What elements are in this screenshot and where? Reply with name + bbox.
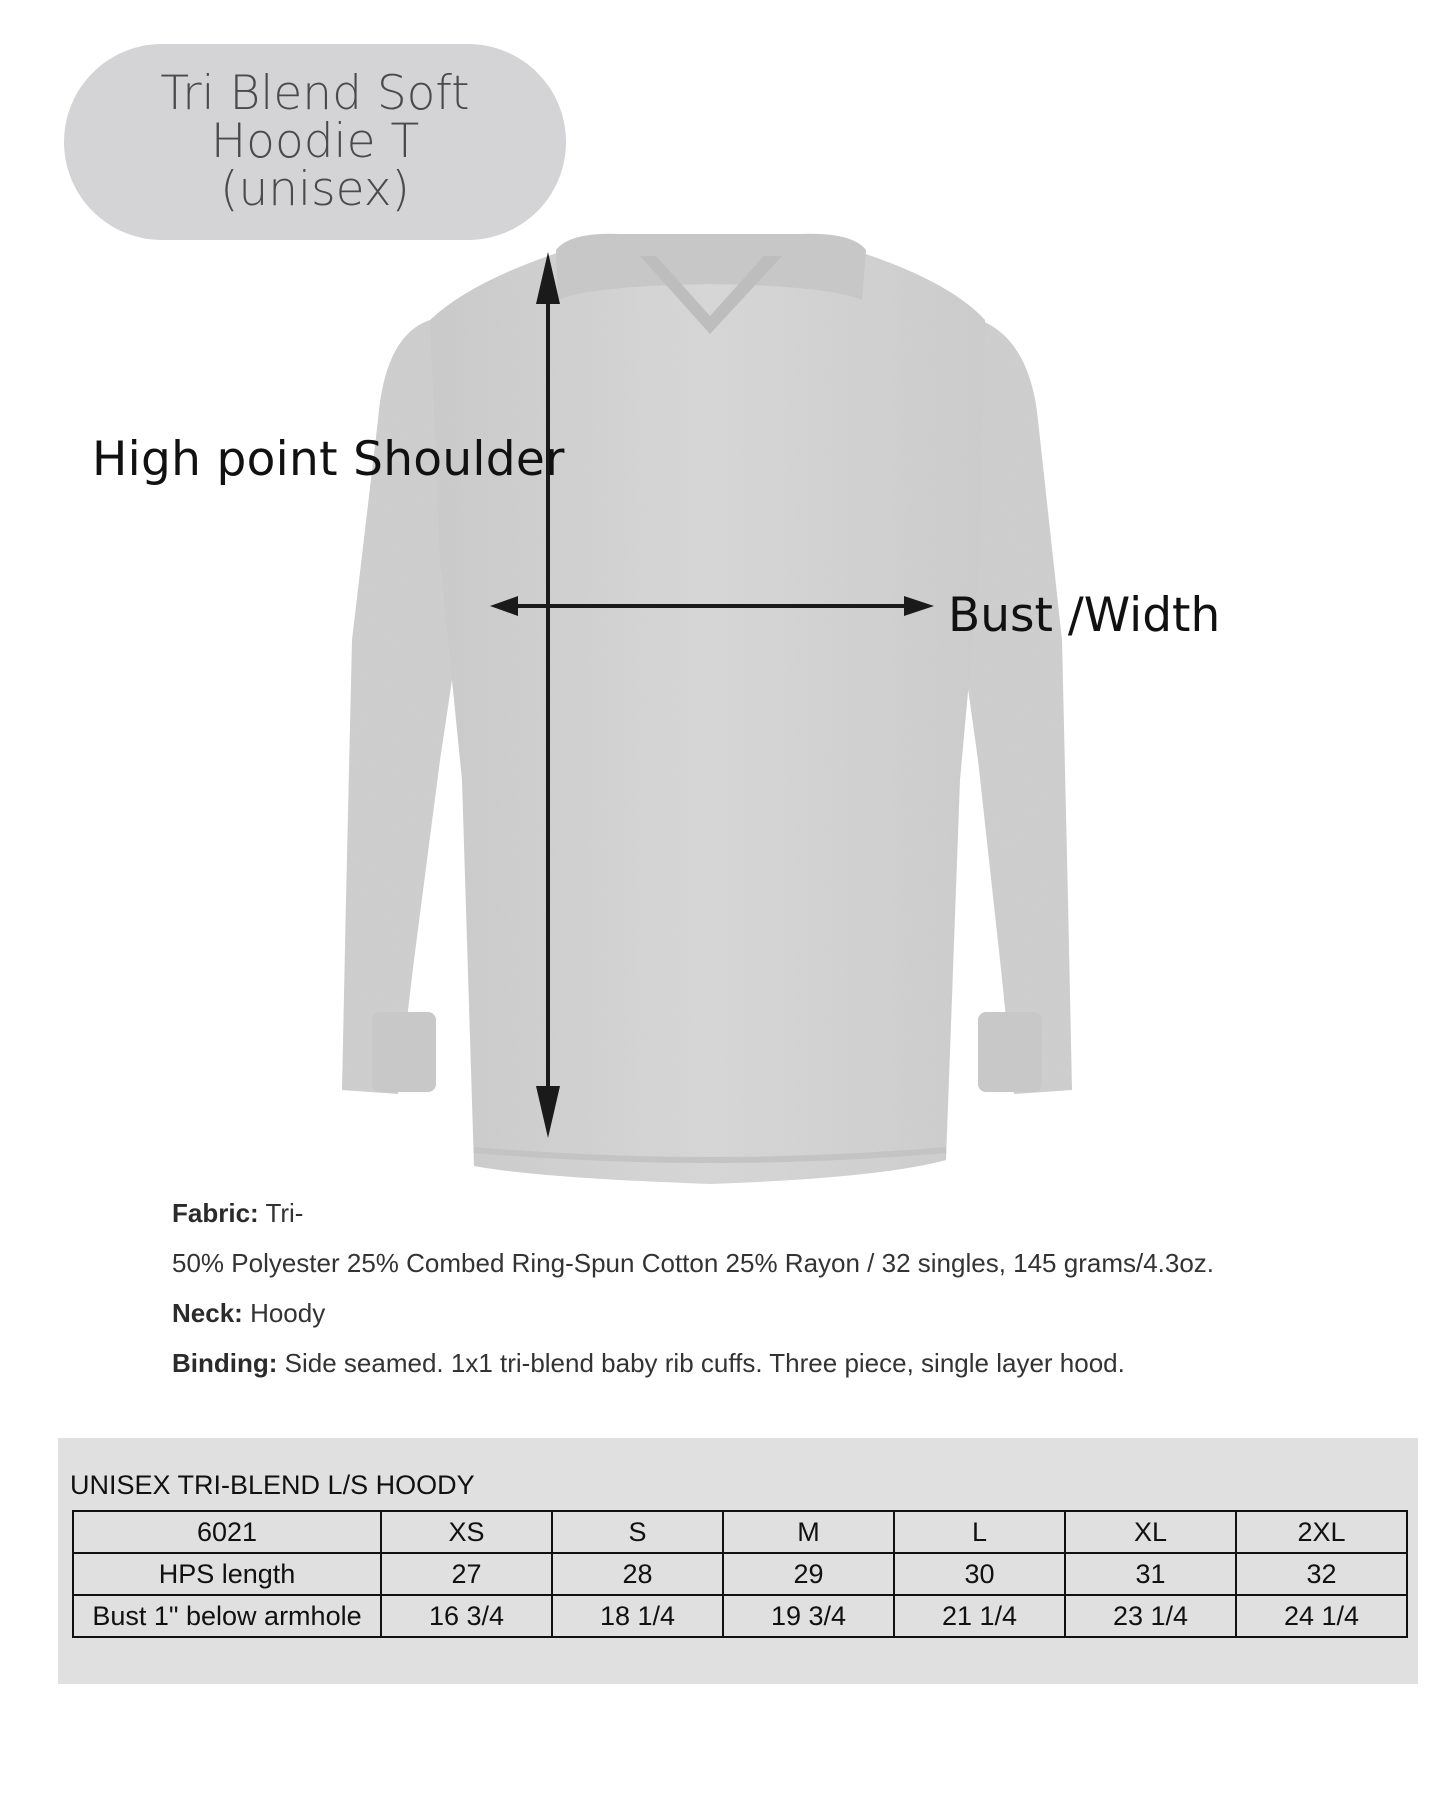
table-cell: L — [894, 1511, 1065, 1553]
title-line-3: (unisex) — [220, 162, 410, 217]
table-cell: 24 1/4 — [1236, 1595, 1407, 1637]
hoodie-body — [430, 252, 985, 1184]
neck-line — [172, 1288, 1214, 1338]
table-cell: 19 3/4 — [723, 1595, 894, 1637]
table-cell: 6021 — [73, 1511, 381, 1553]
size-chart-title: UNISEX TRI-BLEND L/S HOODY — [70, 1470, 475, 1500]
title-line-2: Hoodie T — [210, 114, 420, 169]
bust-label: Bust /Width — [948, 588, 1221, 643]
neck-value: Hoody — [250, 1298, 326, 1328]
fabric-key: Fabric: — [172, 1198, 259, 1228]
table-row — [73, 1595, 1407, 1637]
table-cell: 21 1/4 — [894, 1595, 1065, 1637]
right-cuff — [978, 1012, 1042, 1092]
table-cell: XL — [1065, 1511, 1236, 1553]
fabric-detail-line: 50% Polyester 25% Combed Ring-Spun Cotton 25% Rayon / 32 singles, 145 grams/4.3oz. — [172, 1248, 1215, 1278]
hoodie-illustration — [342, 234, 1072, 1184]
binding-key: Binding: — [172, 1348, 278, 1378]
table-cell: 31 — [1065, 1553, 1236, 1595]
table-cell: 28 — [552, 1553, 723, 1595]
fabric-value: Tri- — [265, 1198, 304, 1228]
binding-line — [172, 1338, 1214, 1388]
table-cell: 30 — [894, 1553, 1065, 1595]
table-row — [73, 1553, 1407, 1595]
table-cell: 16 3/4 — [381, 1595, 552, 1637]
title-line-1: Tri Blend Soft — [160, 66, 470, 121]
table-cell: M — [723, 1511, 894, 1553]
table-cell: 2XL — [1236, 1511, 1407, 1553]
table-cell: HPS length — [73, 1553, 381, 1595]
neck-key: Neck: — [172, 1298, 243, 1328]
table-cell: 23 1/4 — [1065, 1595, 1236, 1637]
table-cell: 32 — [1236, 1553, 1407, 1595]
left-cuff — [372, 1012, 436, 1092]
table-cell: S — [552, 1511, 723, 1553]
table-cell: XS — [381, 1511, 552, 1553]
hps-label: High point Shoulder — [92, 432, 565, 487]
size-chart-panel — [58, 1438, 1418, 1684]
table-cell: 27 — [381, 1553, 552, 1595]
binding-value: Side seamed. 1x1 tri-blend baby rib cuffs. Three piece, single layer hood. — [284, 1348, 1125, 1378]
fabric-line — [172, 1188, 1214, 1238]
fabric-specs — [172, 1188, 1214, 1388]
table-cell: 18 1/4 — [552, 1595, 723, 1637]
size-chart-table — [72, 1510, 1408, 1638]
table-header-row — [73, 1511, 1407, 1553]
table-cell: Bust 1" below armhole — [73, 1595, 381, 1637]
table-cell: 29 — [723, 1553, 894, 1595]
